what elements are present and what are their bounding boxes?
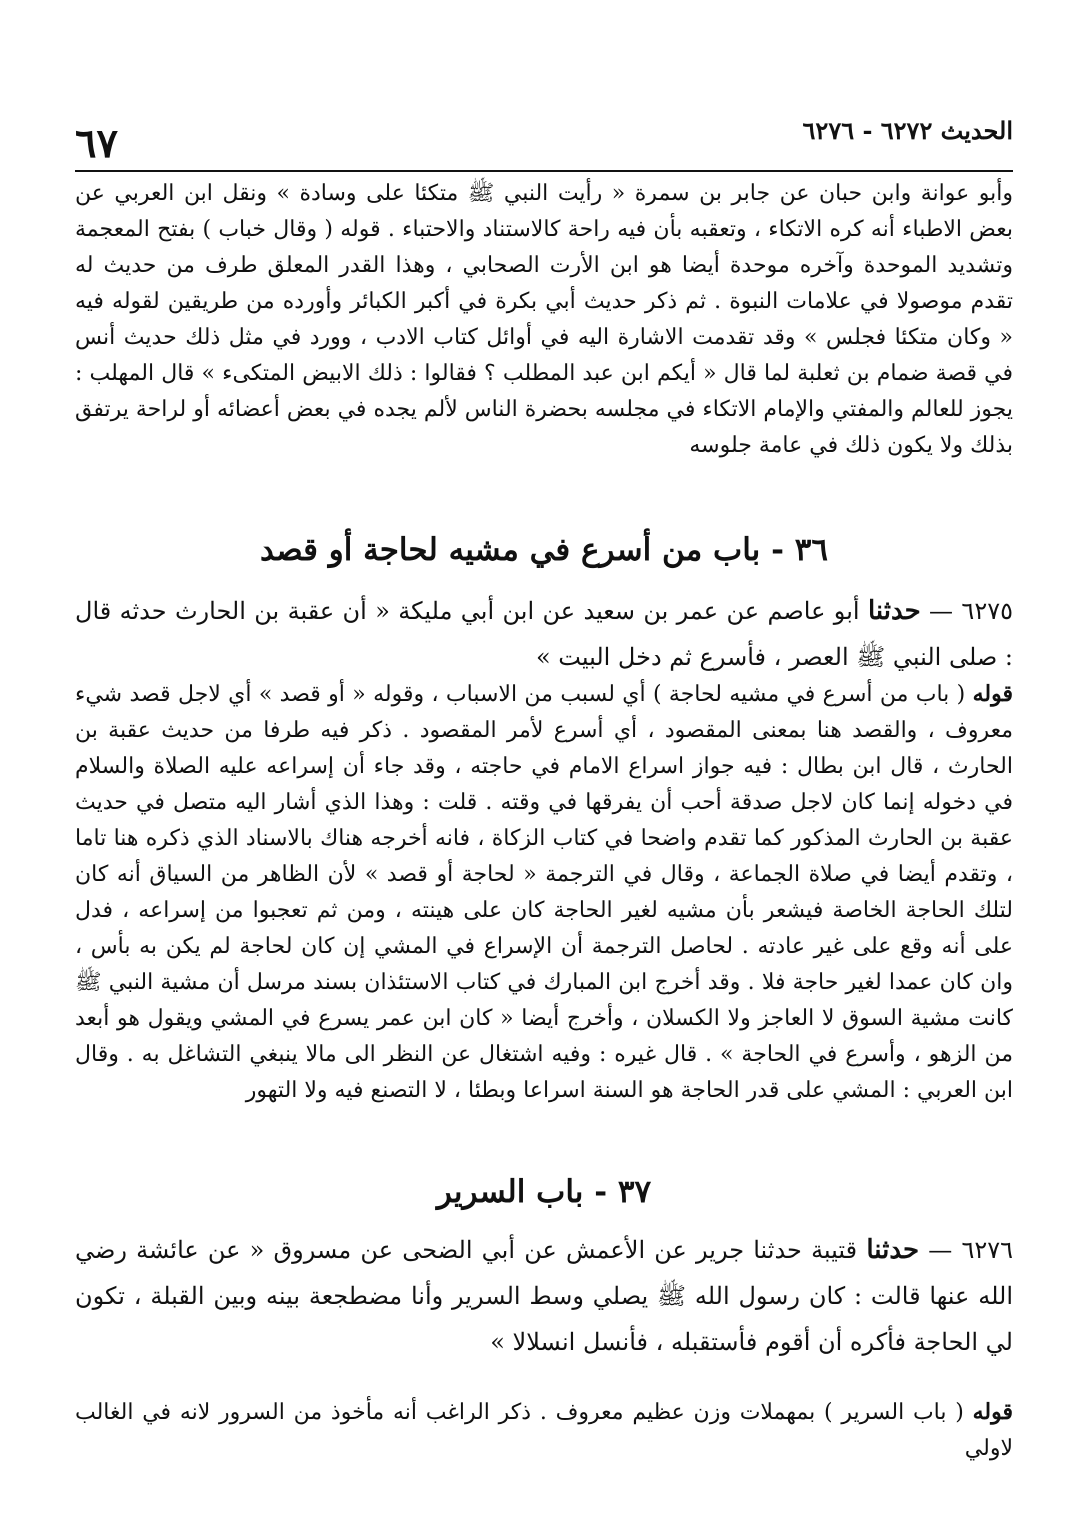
hadith-number: ٦٢٧٦ — — [928, 1236, 1013, 1264]
hadith-chain-label: حدثنا — [866, 1235, 920, 1265]
hadith-6276 — [75, 1227, 1013, 1365]
hadith-6275 — [75, 588, 1013, 680]
hadith-text: أبو عاصم عن عمر بن سعيد عن ابن أبي مليكة « أن عقبة بن الحارث حدثه قال : صلى النبي ﷺ العصر ، فأسرع ثم دخل البيت » — [75, 597, 1013, 671]
running-head: الحديث ٦٢٧٢ - ٦٢٧٦ — [802, 116, 1013, 145]
commentary-paragraph-3 — [75, 1394, 1013, 1467]
chapter-heading-36: ٣٦ - باب من أسرع في مشيه لحاجة أو قصد — [259, 532, 829, 568]
commentary-lead: قوله — [972, 1399, 1013, 1425]
commentary-paragraph-2 — [75, 676, 1013, 1109]
hadith-chain-label: حدثنا — [867, 596, 921, 626]
commentary-text: ( باب السرير ) بمهملات وزن عظيم معروف . ذكر الراغب أنه مأخوذ من السرور لانه في الغالب لاولي — [75, 1400, 1013, 1461]
commentary-text: ( باب من أسرع في مشيه لحاجة ) أي لسبب من الاسباب ، وقوله « أو قصد » أي لاجل قصد شيء معروف ، والقصد هنا بمعنى المقصود ، أي أسرع لأمر المقصود . ذكر فيه طرفا من حديث عقبة بن الحارث ، قال ابن بطال : فيه جواز اسراع الامام في حاجته ، وقد جاء أن إسراعه عليه الصلاة والسلام في دخوله إنما كان لاجل صدقة أحب أن يفرقها في وقته . قلت : وهذا الذي أشار اليه متصل في حديث عقبة بن الحارث المذكور كما تقدم واضحا في كتاب الزكاة ، فانه أخرجه هناك بالاسناد الذي ذكره هنا تاما ، وتقدم أيضا في صلاة الجماعة ، وقال في الترجمة « لحاجة أو قصد » لأن الظاهر من السياق أنه كان لتلك الحاجة الخاصة فيشعر بأن مشيه لغير الحاجة كان على هينته ، ومن ثم تعجبوا من إسراعه ، فدل على أنه وقع على غير عادته . لحاصل الترجمة أن الإسراع في المشي إن كان لحاجة لم يكن به بأس ، وان كان عمدا لغير حاجة فلا . وقد أخرج ابن المبارك في كتاب الاستئذان بسند مرسل أن مشية النبي ﷺ كانت مشية السوق لا العاجز ولا الكسلان ، وأخرج أيضا « كان ابن عمر يسرع في المشي ويقول هو أبعد من الزهو ، وأسرع في الحاجة » . قال غيره : وفيه اشتغال عن النظر الى مالا ينبغي التشاغل به . وقال ابن العربي : المشي على قدر الحاجة هو السنة اسراعا وبطئا ، لا التصنع فيه ولا التهور — [75, 682, 1013, 1103]
commentary-paragraph-1: وأبو عوانة وابن حبان عن جابر بن سمرة « رأيت النبي ﷺ متكئا على وسادة » ونقل ابن العربي عن بعض الاطباء أنه كره الاتكاء ، وتعقبه بأن فيه راحة كالاستناد والاحتباء . قوله ( وقال خباب ) بفتح المعجمة وتشديد الموحدة وآخره موحدة أيضا هو ابن الأرت الصحابي ، وهذا القدر المعلق طرف من حديث له تقدم موصولا في علامات النبوة . ثم ذكر حديث أبي بكرة في أكبر الكبائر وأورده من طريقين لقوله فيه « وكان متكئا فجلس » وقد تقدمت الاشارة اليه في أوائل كتاب الادب ، وورد في مثل ذلك حديث أنس في قصة ضمام بن ثعلبة لما قال « أيكم ابن عبد المطلب ؟ فقالوا : ذلك الابيض المتكىء » قال المهلب : يجوز للعالم والمفتي والإمام الاتكاء في مجلسه بحضرة الناس لألم يجده في بعض أعضائه أو لراحة يرتفق بذلك ولا يكون ذلك في عامة جلوسه — [75, 181, 1014, 458]
hadith-text: قتيبة حدثنا جرير عن الأعمش عن أبي الضحى عن مسروق « عن عائشة رضي الله عنها قالت : كان رسول الله ﷺ يصلي وسط السرير وأنا مضطجعة بينه وبين القبلة ، تكون لي الحاجة فأكره أن أقوم فأستقبله ، فأنسل انسلالا » — [75, 1236, 1013, 1356]
commentary-lead: قوله — [972, 681, 1014, 707]
page-number: ٦٧ — [75, 120, 118, 167]
chapter-heading-37: ٣٧ - باب السرير — [436, 1174, 652, 1210]
hadith-number: ٦٢٧٥ — — [929, 597, 1013, 625]
page-header — [75, 112, 1013, 172]
